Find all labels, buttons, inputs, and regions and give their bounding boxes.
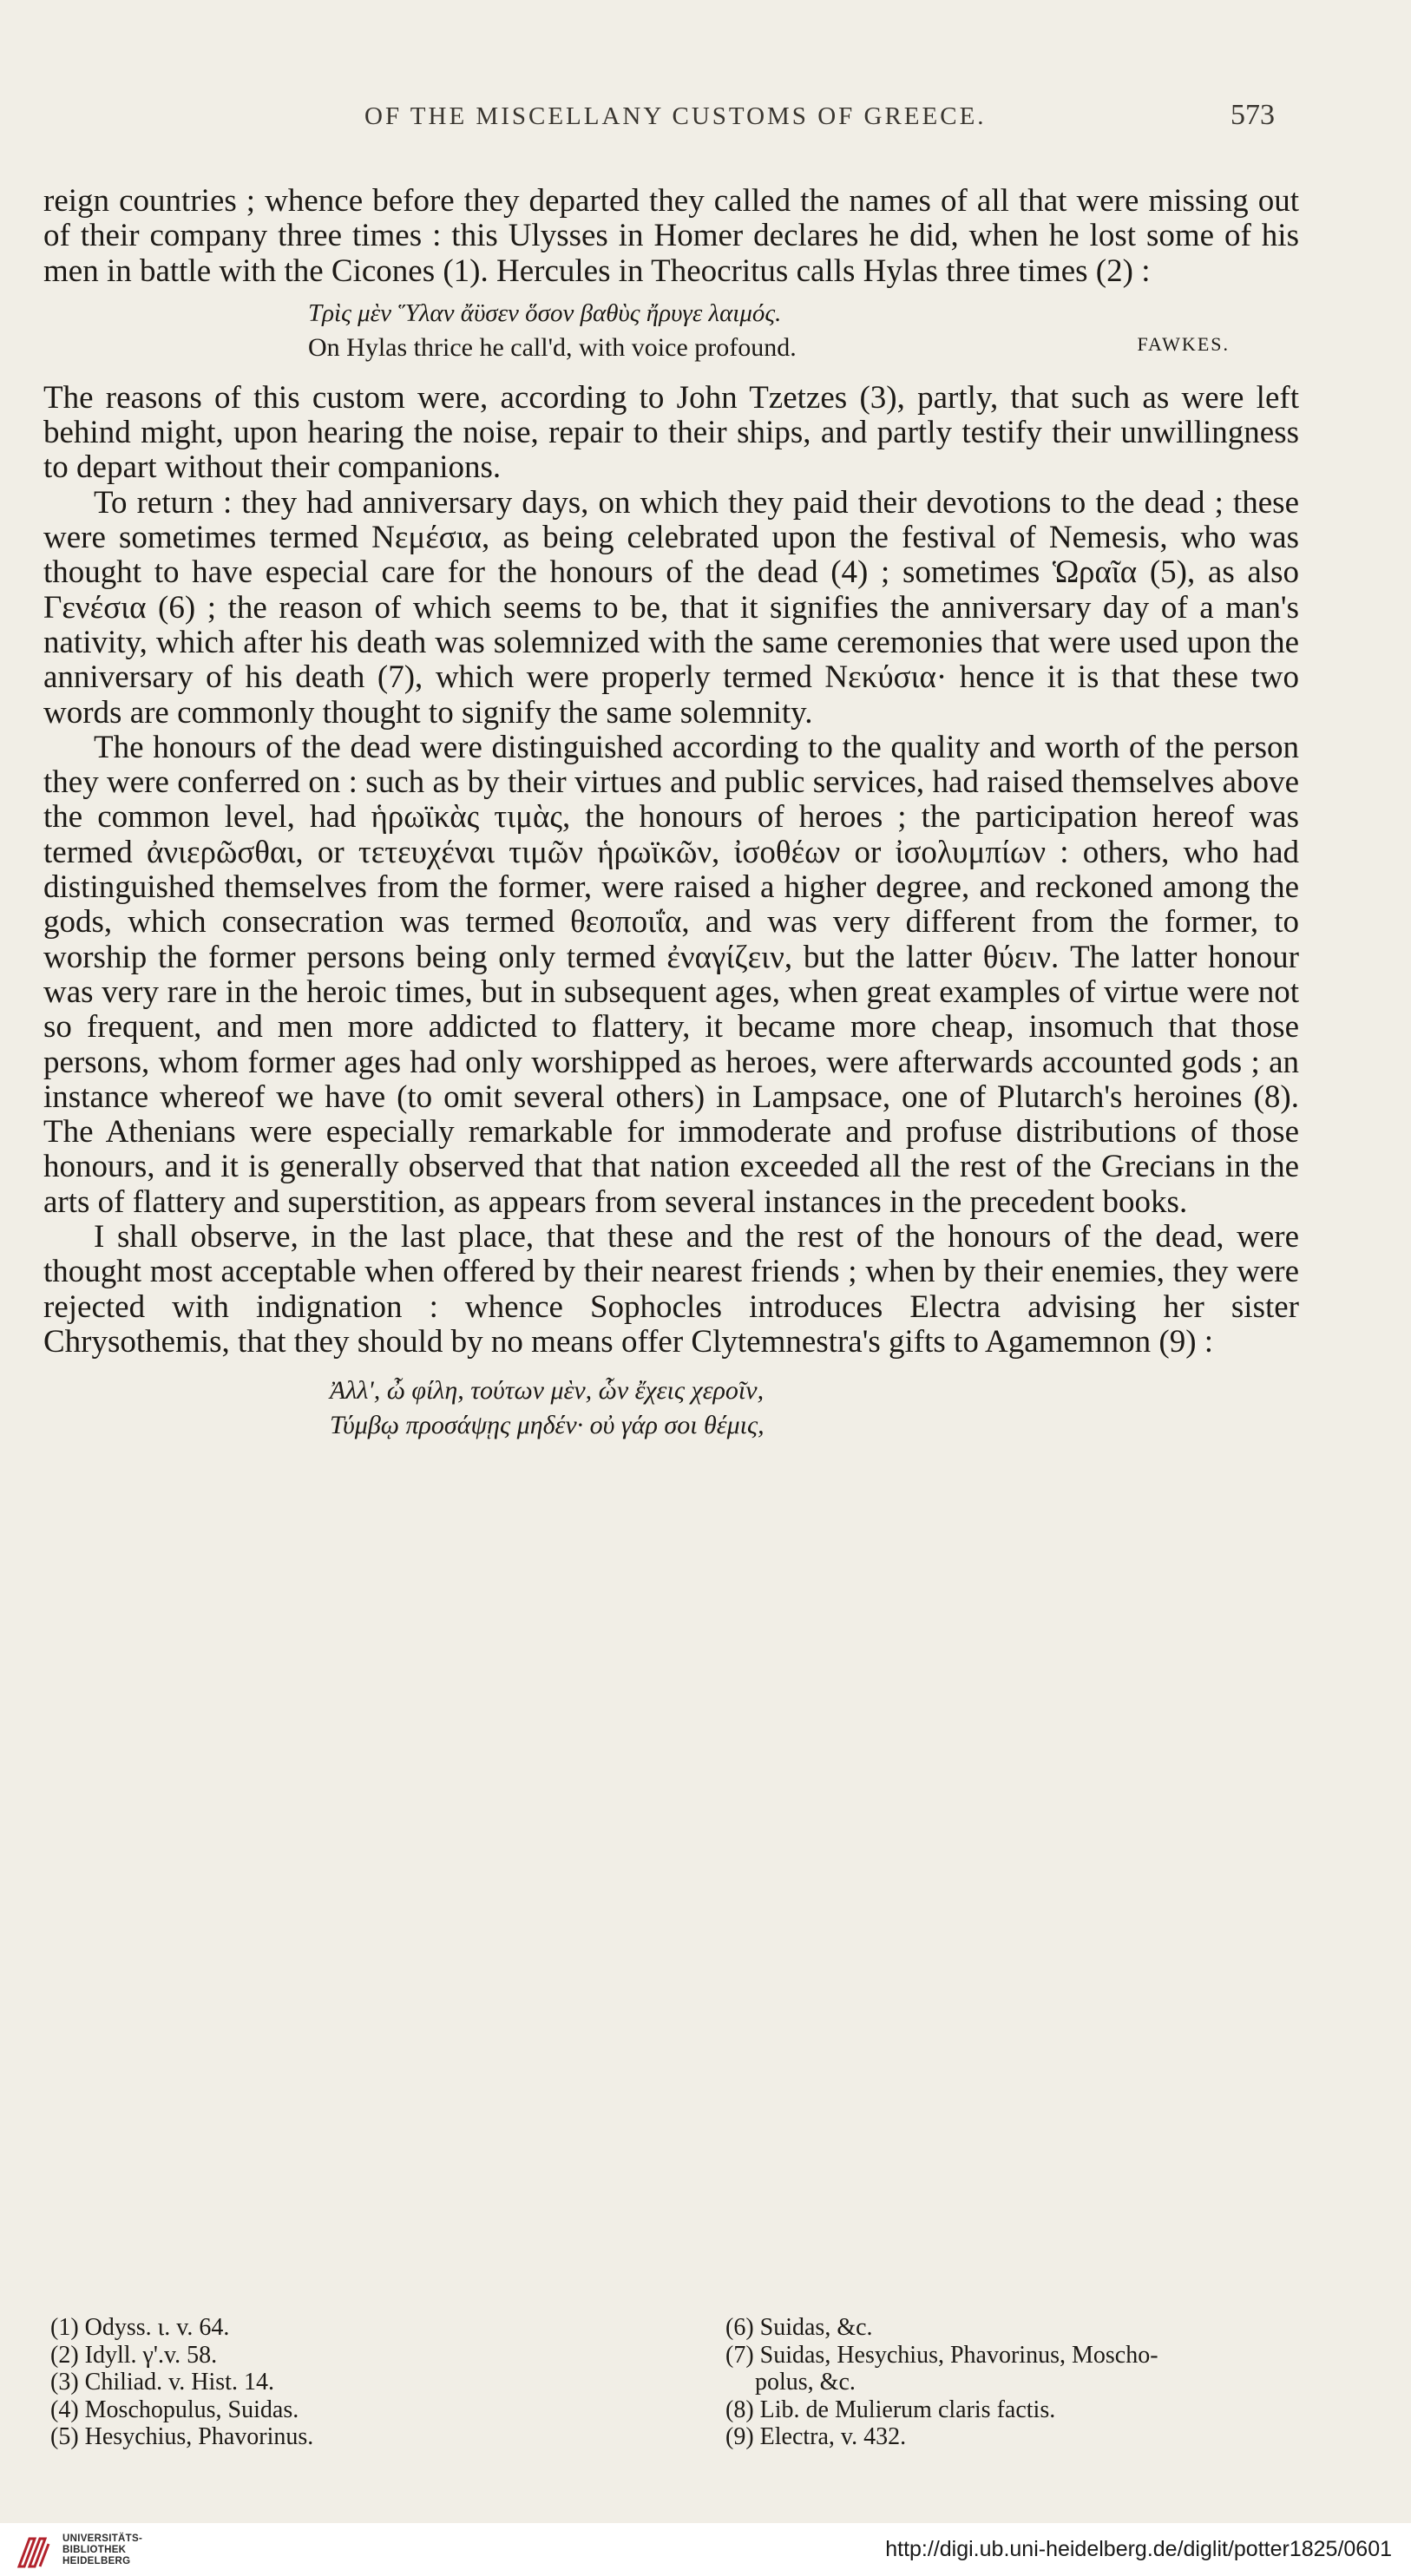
running-title: OF THE MISCELLANY CUSTOMS OF GREECE.	[364, 102, 987, 130]
footnote: (5) Hesychius, Phavorinus.	[50, 2423, 314, 2450]
greek-verse-line-2: Τύμβῳ προσάψῃς μηδέν· οὐ γάρ σοι θέμις,	[330, 1411, 765, 1440]
verse-quotation-theocritus	[43, 296, 1299, 365]
footnotes-right-column	[725, 2314, 1290, 2451]
paragraph-1: reign countries ; whence before they departed they called the names of all that were missing out of their company three times : this Ulysses in Homer declares he did, when he lost some of his men in battle with the Cicones (1). Hercules in Theocritus calls Hylas three times (2) :	[43, 183, 1299, 289]
greek-verse-line: Τρὶς μὲν Ὕλαν ἄϋσεν ὅσον βαθὺς ἤρυγε λαιμός.	[308, 298, 782, 327]
library-name-line-2: BIBLIOTHEK	[62, 2545, 127, 2555]
verse-quotation-sophocles	[43, 1373, 1299, 1443]
main-text	[43, 184, 1299, 1455]
footnote: (3) Chiliad. v. Hist. 14.	[50, 2369, 274, 2396]
footnotes-left-column	[50, 2314, 614, 2451]
library-name-line-3: HEIDELBERG	[62, 2556, 131, 2566]
footnote: (1) Odyss. ι. v. 64.	[50, 2314, 230, 2341]
footnote: (8) Lib. de Mulierum claris factis.	[725, 2396, 1056, 2423]
english-translation-line: On Hylas thrice he call'd, with voice profound.	[308, 332, 797, 362]
paragraph-3: To return : they had anniversary days, on which they paid their devotions to the dead ; these were sometimes termed Νεμέσια, as being celebrated upon the festival of Nemesis, who was thought to have especial care for the honours of the dead (4) ; sometimes Ὡραῖα (5), as also Γενέσια (6) ; the reason of which seems to be, that it signifies the anniversary day of a man's nativity, which after his death was solemnized with the same ceremonies that were used upon the anniversary of his death (7), which were properly termed Νεκύσια· hence it is that these two words are commonly thought to signify the same solemnity.	[43, 484, 1299, 731]
footnote: (2) Idyll. γ'.v. 58.	[50, 2341, 218, 2369]
paragraph-4: The honours of the dead were distinguished according to the quality and worth of the person they were conferred on : such as by their virtues and public services, had raised themselves above the common level, had ἡρωϊκὰς τιμὰς, the honours of heroes ; the participation hereof was termed ἀνιερῶσθαι, or τετευχέναι τιμῶν ἡρωϊκῶν, ἰσοθέων or ἰσολυμπίων : others, who had distinguished themselves from the former, were raised a higher degree, and reckoned among the gods, which consecration was termed θεοποιΐα, and was very different from the former, to worship the former persons being only termed ἐναγίζειν, but the latter θύειν. The latter honour was very rare in the heroic times, but in subsequent ages, when great examples of virtue were not so frequent, and men more addicted to flattery, it became more cheap, insomuch that those persons, whom former ages had only worshipped as heroes, were afterwards accounted gods ; an instance whereof we have (to omit several others) in Lampsace, one of Plutarch's heroines (8). The Athenians were especially remarkable for immoderate and profuse distributions of those honours, and it is generally observed that that nation exceeded all the rest of the Grecians in the arts of flattery and superstition, as appears from several instances in the precedent books.	[43, 729, 1299, 1220]
footnote: (6) Suidas, &c.	[725, 2314, 873, 2341]
digitization-footer	[0, 2523, 1411, 2576]
greek-verse-line-1: Ἀλλ', ὦ φίλη, τούτων μὲν, ὧν ἔχεις χεροῖν,	[330, 1376, 765, 1406]
footnote: (9) Electra, v. 432.	[725, 2423, 907, 2450]
library-name	[62, 2533, 142, 2567]
page-number: 573	[1231, 99, 1275, 131]
footnote: (4) Moschopulus, Suidas.	[50, 2396, 299, 2423]
translator-attribution: FAWKES.	[1137, 332, 1230, 355]
paragraph-2: The reasons of this custom were, according to John Tzetzes (3), partly, that such as were left behind might, upon hearing the noise, repair to their ships, and partly testify their unwillingness to depart without their companions.	[43, 379, 1299, 486]
permalink-url[interactable]: http://digi.ub.uni-heidelberg.de/diglit/potter1825/0601	[885, 2537, 1392, 2561]
running-header	[0, 99, 1411, 154]
footnote-continuation: polus, &c.	[755, 2369, 856, 2396]
library-name-line-1: UNIVERSITÄTS-	[62, 2533, 143, 2544]
footnote: (7) Suidas, Hesychius, Phavorinus, Moscho-	[725, 2341, 1158, 2369]
paragraph-5: I shall observe, in the last place, that these and the rest of the honours of the dead, were thought most acceptable when offered by their nearest friends ; when by their enemies, they were rejected with indignation : whence Sophocles introduces Electra advising her sister Chrysothemis, that they should by no means offer Clytemnestra's gifts to Agamemnon (9) :	[43, 1219, 1299, 1360]
university-library-logo-icon	[16, 2533, 54, 2570]
